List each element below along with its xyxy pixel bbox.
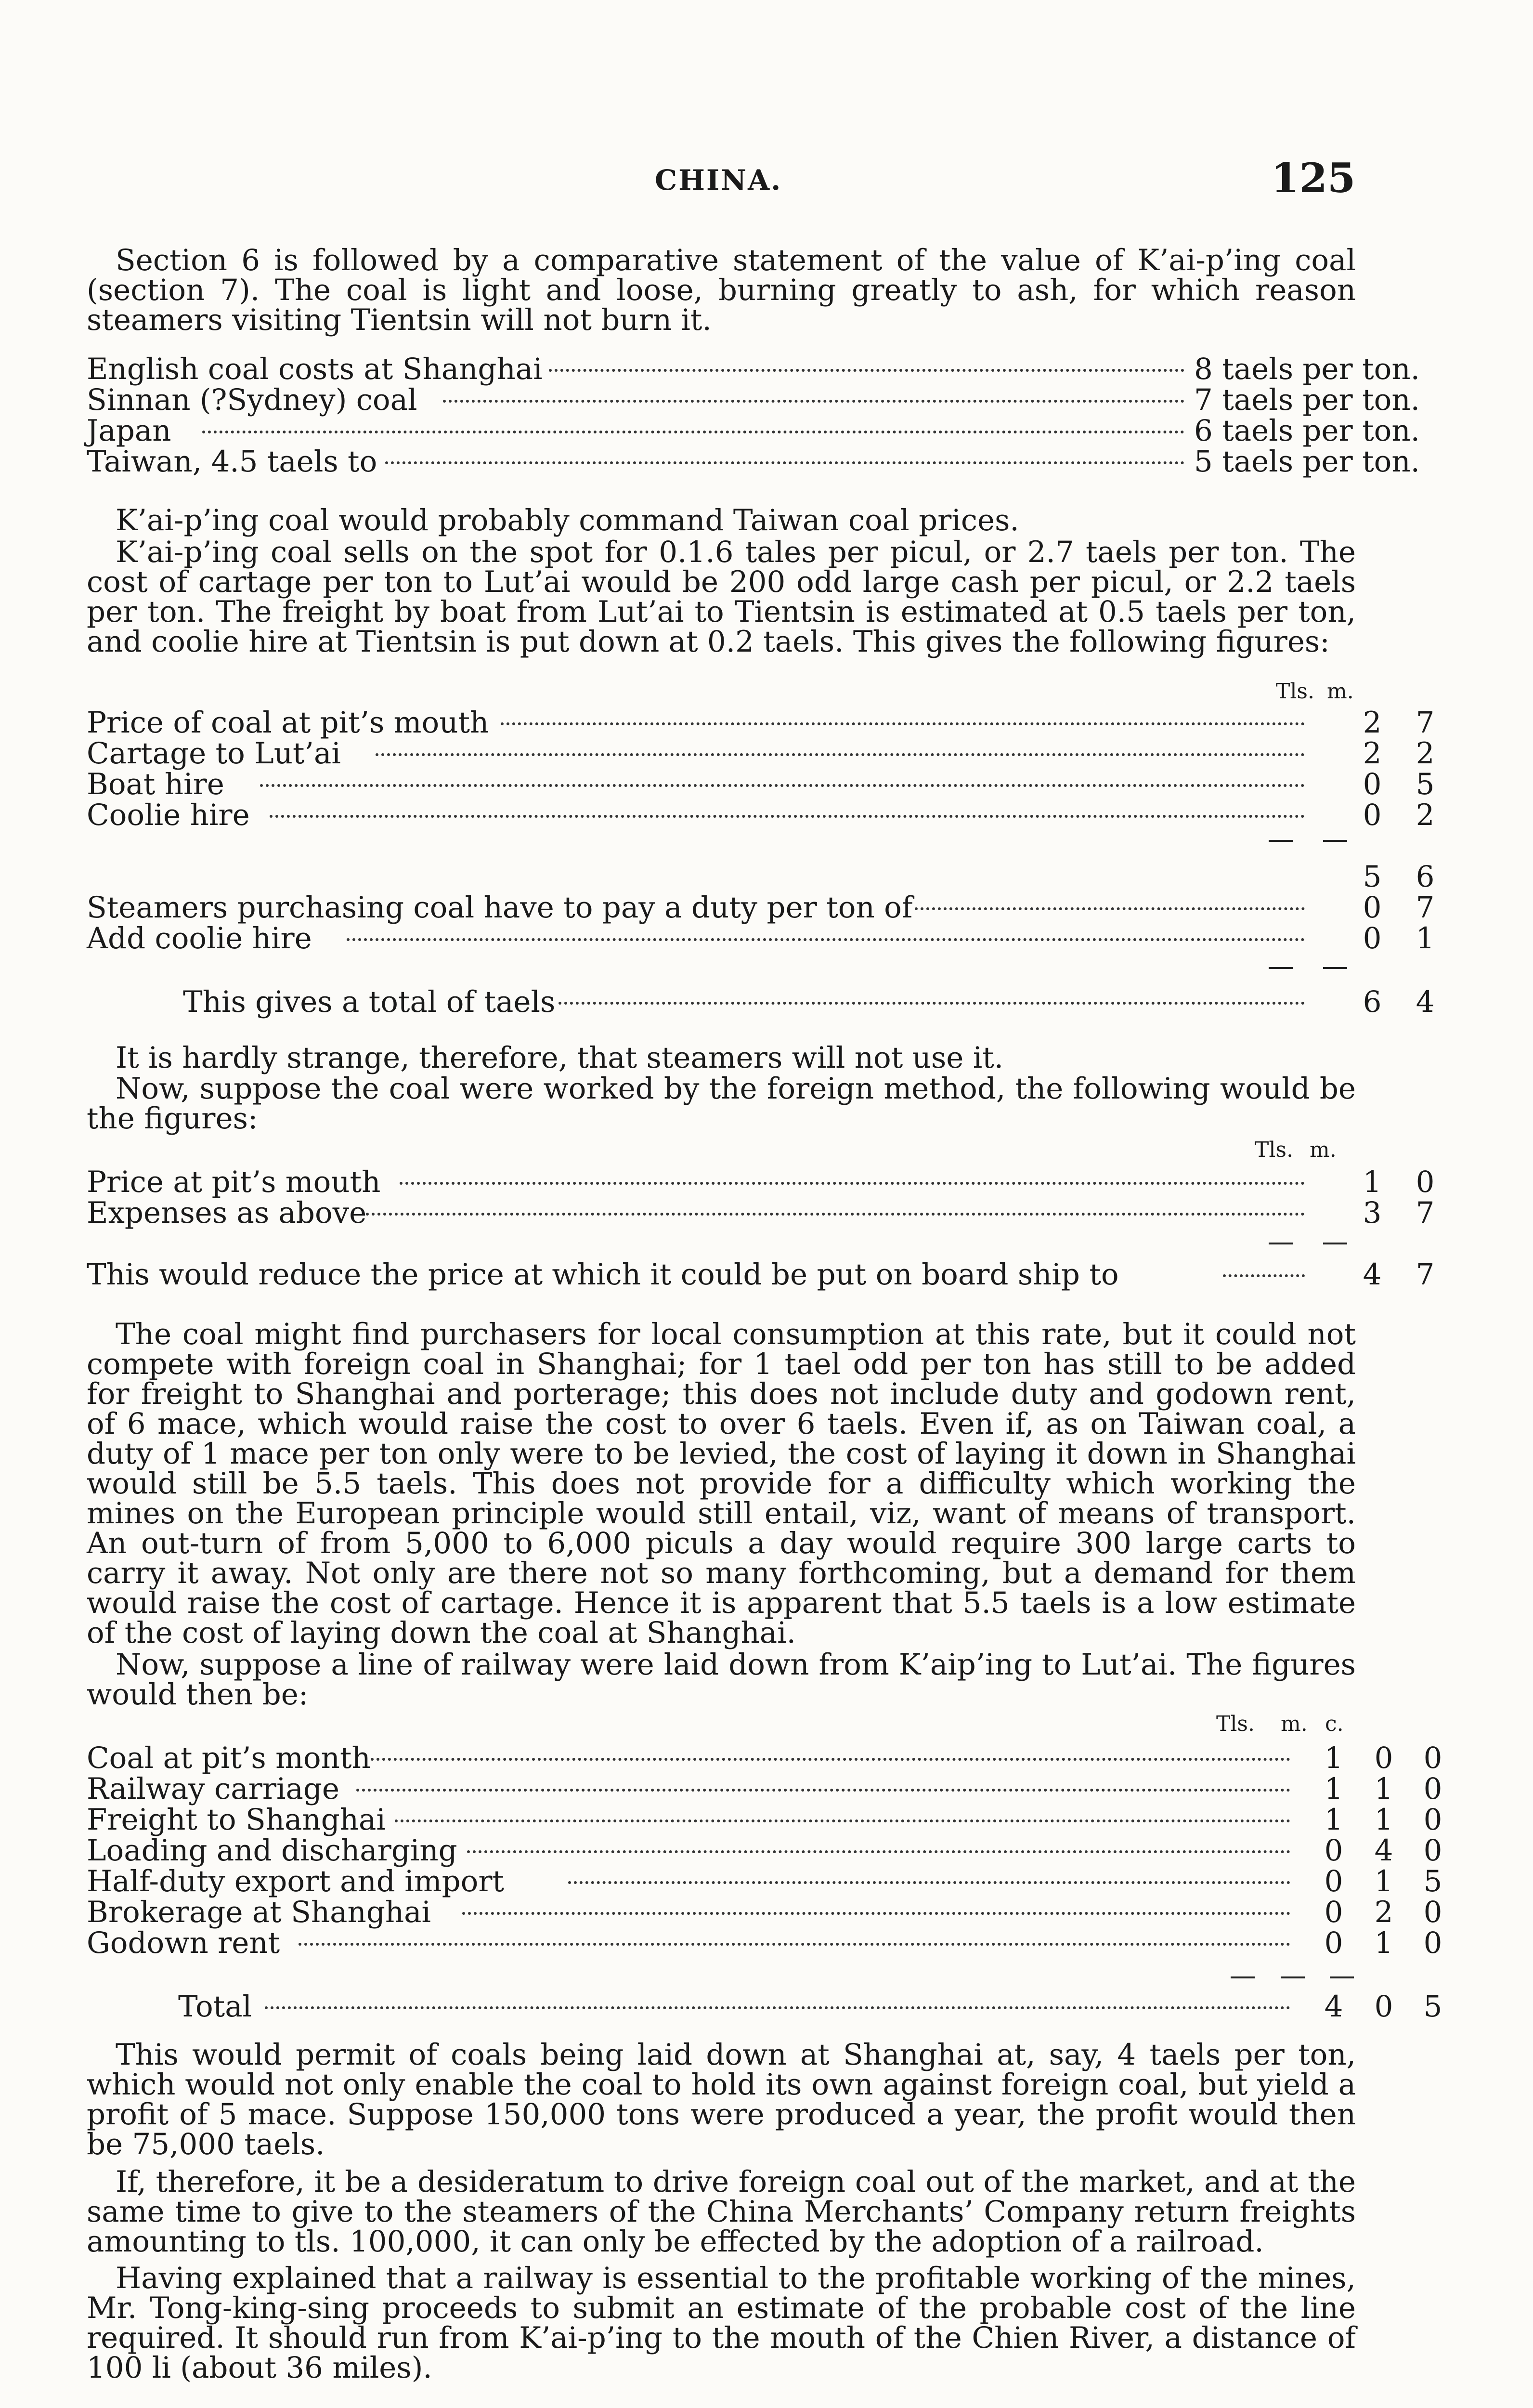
paragraph-text: K’ai-p’ing coal would probably command Taiwan coal prices.	[116, 503, 1019, 537]
column-header-tls: Tls.	[1255, 1138, 1293, 1162]
cell-tls: 0	[1363, 921, 1382, 955]
cell-tls: 0	[1324, 1895, 1343, 1929]
cell-m: 7	[1416, 706, 1435, 740]
leader-dots	[356, 1789, 1290, 1792]
leader-dots	[376, 753, 1305, 756]
leader-dots	[443, 400, 1184, 403]
cell-c: 0	[1423, 1741, 1442, 1775]
total-row	[87, 985, 1435, 1019]
paragraph-text: Now, suppose a line of railway were laid down from K’aip’ing to Lut’ai. The figures would then be:	[87, 1648, 1356, 1712]
row-label: Freight to Shanghai	[87, 1803, 386, 1837]
cell-tls: 2	[1363, 736, 1382, 771]
cell-m: 5	[1416, 767, 1435, 801]
table-row	[87, 767, 1435, 801]
leader-dots	[371, 1758, 1290, 1761]
leader-dots	[265, 2006, 1290, 2009]
paragraph-text: K’ai-p’ing coal sells on the spot for 0.1.6 tales per picul, or 2.7 taels per ton. The cost of cartage per ton to Lut’ai would be 200 odd large cash per picul, or 2.2 taels per ton. The freight by boat from Lut’ai to Tientsin is estimated at 0.5 taels per ton, and coolie hire at Tientsin is put down at 0.2 taels. This gives the following figures:	[87, 535, 1356, 659]
cell-m: 7	[1416, 1196, 1435, 1230]
cell-m: 1	[1416, 921, 1435, 955]
paragraph-purchasers	[87, 1317, 1356, 1650]
subtotal-row	[87, 860, 1435, 894]
leader-dots	[1223, 1274, 1305, 1277]
row-label: Steamers purchasing coal have to pay a duty per ton of	[87, 890, 913, 925]
sum-rule	[1323, 967, 1347, 969]
table-row	[87, 798, 1435, 832]
table-row	[87, 1864, 1442, 1898]
cell-tls: 0	[1324, 1833, 1343, 1868]
intro-paragraph	[87, 243, 1356, 337]
sum-rule	[1269, 1243, 1293, 1244]
row-label: Loading and discharging	[87, 1833, 457, 1868]
total-m: 0	[1374, 1989, 1393, 2024]
cell-tls: 3	[1363, 1196, 1382, 1230]
paragraph-text: If, therefore, it be a desideratum to drive foreign coal out of the market, and at the same time to give to the steamers of the China Merchants’ Company return freights amounting to tls. 100,000, it can only be effected by the adoption of a railroad.	[87, 2165, 1356, 2259]
sum-rule	[1323, 1243, 1347, 1244]
cell-tls: 1	[1363, 1165, 1382, 1199]
paragraph-estimate	[87, 2261, 1356, 2389]
leader-dots	[501, 722, 1305, 725]
cell-m: 7	[1416, 890, 1435, 925]
cell-m: 2	[1416, 798, 1435, 832]
row-label: Boat hire	[87, 767, 224, 801]
cell-tls: 0	[1363, 798, 1382, 832]
leader-dots	[549, 369, 1184, 372]
row-label: Price of coal at pit’s mouth	[87, 706, 489, 740]
total-row	[87, 1989, 1442, 2024]
row-label: Price at pit’s mouth	[87, 1165, 381, 1199]
subtotal-m: 6	[1416, 860, 1435, 894]
cell-c: 0	[1423, 1833, 1442, 1868]
column-header-tls: Tls.	[1276, 679, 1314, 704]
total-m: 7	[1416, 1257, 1435, 1292]
price-label: Sinnan (?Sydney) coal	[87, 383, 417, 417]
price-row	[87, 383, 1420, 417]
paragraph-text: Now, suppose the coal were worked by the foreign method, the following would be the figures:	[87, 1072, 1356, 1136]
row-label: Coolie hire	[87, 798, 250, 832]
row-label: Half-duty export and import	[87, 1864, 505, 1898]
price-value: 7 taels per ton.	[1194, 383, 1420, 417]
sum-rule	[1269, 840, 1293, 842]
table-row	[87, 1165, 1435, 1199]
sum-rule	[1330, 1976, 1354, 1978]
total-row	[87, 1257, 1435, 1292]
total-c: 5	[1423, 1989, 1442, 2024]
paragraph-desideratum	[87, 2167, 1356, 2264]
sum-rule	[1231, 1976, 1255, 1978]
price-label: Japan	[87, 414, 171, 448]
total-label: This gives a total of taels	[183, 985, 556, 1019]
paragraph-railway	[87, 1650, 1356, 1713]
cell-m: 0	[1374, 1741, 1393, 1775]
row-label: Add coolie hire	[87, 921, 312, 955]
subtotal-tls: 5	[1363, 860, 1382, 894]
price-row	[87, 414, 1420, 448]
sum-rule	[1323, 840, 1347, 842]
row-label: Railway carriage	[87, 1772, 340, 1806]
column-header-tls: Tls.	[1216, 1712, 1255, 1736]
row-label: Cartage to Lut’ai	[87, 736, 341, 771]
total-tls: 4	[1363, 1257, 1382, 1292]
column-header-m: m.	[1281, 1712, 1308, 1736]
cell-c: 5	[1423, 1864, 1442, 1898]
column-header-m: m.	[1327, 679, 1354, 704]
leader-dots	[366, 1213, 1305, 1216]
cell-m: 1	[1374, 1803, 1393, 1837]
price-value: 8 taels per ton.	[1194, 352, 1420, 386]
paragraph-foreign-method	[87, 1074, 1356, 1137]
cell-c: 0	[1423, 1926, 1442, 1960]
paragraph-text: The coal might find purchasers for local consumption at this rate, but it could not compete with foreign coal in Shanghai; for 1 tael odd per ton has still to be added for freight to Shanghai and porterage; this does not include duty and godown rent, of 6 mace, which would raise the cost to over 6 taels. Even if, as on Taiwan coal, a duty of 1 mace per ton only were to be levied, the cost of laying it down in Shanghai would still be 5.5 taels. This does not provide for a difficulty which working the mines on the European principle would still entail, viz, want of means of transport. An out-turn of from 5,000 to 6,000 piculs a day would require 300 large carts to carry it away. Not only are there not so many forthcoming, but a demand for them would raise the cost of cartage. Hence it is apparent that 5.5 taels is a low estimate of the cost of laying down the coal at Shanghai.	[87, 1317, 1356, 1650]
cell-m: 1	[1374, 1864, 1393, 1898]
cell-tls: 2	[1363, 706, 1382, 740]
cell-m: 2	[1374, 1895, 1393, 1929]
table-row	[87, 890, 1435, 925]
leader-dots	[568, 1881, 1290, 1884]
cell-c: 0	[1423, 1772, 1442, 1806]
leader-dots	[559, 1002, 1305, 1005]
column-header-c: c.	[1325, 1712, 1344, 1736]
row-label: Godown rent	[87, 1926, 280, 1960]
price-row	[87, 352, 1420, 386]
leader-dots	[347, 938, 1305, 941]
cell-tls: 0	[1363, 890, 1382, 925]
leader-dots	[299, 1943, 1290, 1946]
cell-tls: 0	[1324, 1864, 1343, 1898]
sum-rule	[1269, 967, 1293, 969]
table-row	[87, 706, 1435, 740]
running-head: CHINA.	[655, 164, 782, 196]
total-label: Total	[178, 1989, 252, 2024]
paragraph-spot-price	[87, 537, 1356, 658]
leader-dots	[400, 1182, 1305, 1185]
table-row	[87, 1741, 1442, 1775]
paragraph-profit	[87, 2040, 1356, 2165]
intro-text: Section 6 is followed by a comparative statement of the value of K’ai-p’ing coal (section 7). The coal is light and loose, burning greatly to ash, for which reason steamers visiting Tientsin will not burn it.	[87, 243, 1356, 337]
leader-dots	[915, 907, 1305, 910]
leader-dots	[270, 815, 1305, 818]
price-row	[87, 445, 1420, 479]
cell-m: 2	[1416, 736, 1435, 771]
paragraph-text: Having explained that a railway is essential to the profitable working of the mines, Mr. Tong-king-sing proceeds to submit an estimate of the probable cost of the line required. It should run from K’ai-p’ing to the mouth of the Chien River, a distance of 100 li (about 36 miles).	[87, 2261, 1356, 2385]
cell-m: 4	[1374, 1833, 1393, 1868]
table-row	[87, 1772, 1442, 1806]
table-row	[87, 1803, 1442, 1837]
total-label: This would reduce the price at which it could be put on board ship to	[87, 1257, 1119, 1292]
cell-tls: 1	[1324, 1772, 1343, 1806]
price-label: Taiwan, 4.5 taels to	[87, 445, 377, 479]
table-row	[87, 1895, 1442, 1929]
table-row	[87, 1926, 1442, 1960]
sum-rule	[1281, 1976, 1305, 1978]
table-row	[87, 921, 1435, 955]
cell-m: 0	[1416, 1165, 1435, 1199]
row-label: Coal at pit’s month	[87, 1741, 371, 1775]
column-header-m: m.	[1310, 1138, 1337, 1162]
leader-dots	[467, 1850, 1290, 1853]
cell-m: 1	[1374, 1772, 1393, 1806]
total-tls: 4	[1324, 1989, 1343, 2024]
leader-dots	[395, 1819, 1290, 1822]
paragraph-taiwan	[87, 503, 1356, 537]
cell-tls: 1	[1324, 1803, 1343, 1837]
leader-dots	[385, 461, 1184, 464]
cell-tls: 0	[1324, 1926, 1343, 1960]
price-label: English coal costs at Shanghai	[87, 352, 543, 386]
table-row	[87, 736, 1435, 771]
leader-dots	[260, 784, 1305, 787]
page-number: 125	[1271, 154, 1356, 202]
row-label: Brokerage at Shanghai	[87, 1895, 431, 1929]
table-row	[87, 1196, 1435, 1230]
paragraph-strange	[87, 1043, 1356, 1073]
cell-m: 1	[1374, 1926, 1393, 1960]
row-label: Expenses as above	[87, 1196, 367, 1230]
paragraph-text: It is hardly strange, therefore, that steamers will not use it.	[116, 1041, 1004, 1075]
leader-dots	[462, 1912, 1290, 1915]
price-value: 6 taels per ton.	[1194, 414, 1420, 448]
total-m: 4	[1416, 985, 1435, 1019]
cell-c: 0	[1423, 1803, 1442, 1837]
leader-dots	[202, 431, 1184, 433]
paragraph-text: This would permit of coals being laid down at Shanghai at, say, 4 taels per ton, which would not only enable the coal to hold its own against foreign coal, but yield a profit of 5 mace. Suppose 150,000 tons were produced a year, the profit would then be 75,000 taels.	[87, 2038, 1356, 2161]
table-row	[87, 1833, 1442, 1868]
cell-c: 0	[1423, 1895, 1442, 1929]
price-value: 5 taels per ton.	[1194, 445, 1420, 479]
cell-tls: 0	[1363, 767, 1382, 801]
total-tls: 6	[1363, 985, 1382, 1019]
cell-tls: 1	[1324, 1741, 1343, 1775]
